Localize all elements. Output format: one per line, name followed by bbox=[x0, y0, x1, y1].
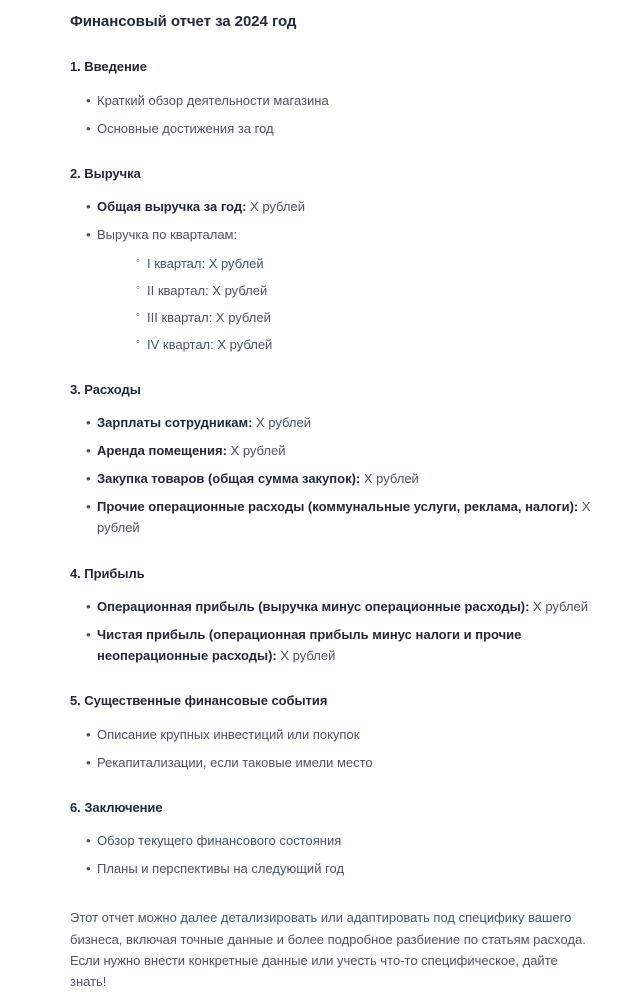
item-value: X рублей bbox=[529, 599, 588, 615]
bullet-disc-icon: • bbox=[86, 833, 91, 849]
item-value: X рублей bbox=[360, 471, 419, 487]
list-item bbox=[70, 468, 592, 489]
item-value: X рублей bbox=[252, 415, 311, 431]
list-item bbox=[70, 118, 592, 139]
bullet-disc-icon: • bbox=[86, 599, 91, 615]
list-item bbox=[70, 224, 592, 354]
sub-list-item bbox=[97, 307, 592, 328]
bullet-disc-icon: • bbox=[86, 199, 91, 215]
bullet-circle-icon: ◦ bbox=[136, 254, 140, 267]
item-label: Аренда помещения: bbox=[97, 443, 227, 459]
section-list bbox=[70, 90, 592, 139]
page-title: Финансовый отчет за 2024 год bbox=[70, 13, 297, 30]
list-item bbox=[70, 724, 592, 745]
section-list bbox=[70, 412, 592, 538]
bullet-circle-icon: ◦ bbox=[136, 335, 140, 348]
sub-item-text: II квартал: X рублей bbox=[147, 282, 268, 298]
section-heading: 5. Существенные финансовые события bbox=[70, 693, 328, 709]
list-item bbox=[70, 624, 592, 666]
item-label: Прочие операционные расходы (коммунальные услуги, реклама, налоги): bbox=[97, 499, 579, 515]
sub-list bbox=[97, 253, 592, 355]
closing-paragraph: Этот отчет можно далее детализировать или адаптировать под специфику вашего бизнеса, включая точные данные и более подробное разбиение по статьям расхода. Если нужно внести конкретные данные или учесть что-то специфическое, дайте знать! bbox=[70, 910, 586, 989]
section-list bbox=[70, 830, 592, 879]
list-item bbox=[70, 196, 592, 217]
bullet-disc-icon: • bbox=[86, 415, 91, 431]
section-heading: 3. Расходы bbox=[70, 381, 141, 397]
item-text: Планы и перспективы на следующий год bbox=[97, 861, 345, 877]
item-text: Краткий обзор деятельности магазина bbox=[97, 92, 329, 108]
list-item bbox=[70, 858, 592, 879]
section-heading: 4. Прибыль bbox=[70, 565, 145, 581]
section-list bbox=[70, 596, 592, 666]
bullet-disc-icon: • bbox=[86, 471, 91, 487]
list-item bbox=[70, 440, 592, 461]
sub-list-item bbox=[97, 280, 592, 301]
sub-item-text: I квартал: X рублей bbox=[147, 255, 264, 271]
bullet-circle-icon: ◦ bbox=[136, 281, 140, 294]
list-item bbox=[70, 596, 592, 617]
item-value: X рублей bbox=[226, 443, 286, 459]
item-text: Описание крупных инвестиций или покупок bbox=[97, 726, 360, 742]
section-heading: 2. Выручка bbox=[70, 165, 141, 181]
bullet-disc-icon: • bbox=[86, 726, 91, 742]
item-text: Основные достижения за год bbox=[97, 120, 274, 136]
item-value: X рублей bbox=[97, 499, 591, 536]
sections-container bbox=[70, 58, 592, 879]
bullet-disc-icon: • bbox=[86, 92, 91, 108]
item-text: Обзор текущего финансового состояния bbox=[97, 833, 342, 849]
item-label: Общая выручка за год: bbox=[97, 199, 247, 215]
sub-list-item bbox=[97, 253, 592, 274]
item-value: X рублей bbox=[276, 648, 336, 664]
bullet-disc-icon: • bbox=[86, 499, 91, 515]
item-label: Зарплаты сотрудникам: bbox=[97, 415, 253, 431]
bullet-disc-icon: • bbox=[86, 754, 91, 770]
bullet-disc-icon: • bbox=[86, 443, 91, 459]
bullet-disc-icon: • bbox=[86, 861, 91, 877]
section-heading: 1. Введение bbox=[70, 59, 147, 75]
bullet-disc-icon: • bbox=[86, 627, 91, 643]
sub-item-text: IV квартал: X рублей bbox=[147, 336, 273, 352]
list-item bbox=[70, 90, 592, 111]
bullet-disc-icon: • bbox=[86, 227, 91, 243]
item-value: X рублей bbox=[246, 199, 305, 215]
section-list bbox=[70, 196, 592, 354]
item-label: Операционная прибыль (выручка минус операционные расходы): bbox=[97, 599, 530, 615]
list-item bbox=[70, 496, 592, 538]
item-label: Чистая прибыль (операционная прибыль минус налоги и прочие неоперационные расходы): bbox=[97, 627, 522, 664]
bullet-circle-icon: ◦ bbox=[136, 308, 140, 321]
sub-list-item bbox=[97, 334, 592, 355]
item-text: Рекапитализации, если таковые имели место bbox=[97, 754, 373, 770]
list-item bbox=[70, 830, 592, 851]
list-item bbox=[70, 412, 592, 433]
section-heading: 6. Заключение bbox=[70, 799, 163, 815]
sub-item-text: III квартал: X рублей bbox=[147, 309, 271, 325]
section-list bbox=[70, 724, 592, 773]
item-label: Закупка товаров (общая сумма закупок): bbox=[97, 471, 361, 487]
list-item bbox=[70, 752, 592, 773]
bullet-disc-icon: • bbox=[86, 120, 91, 136]
item-text: Выручка по кварталам: bbox=[97, 227, 238, 243]
